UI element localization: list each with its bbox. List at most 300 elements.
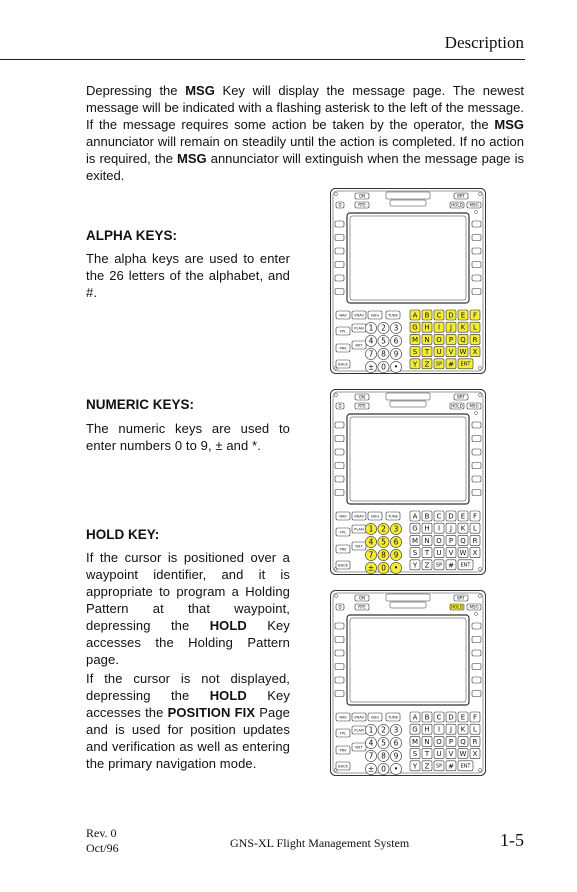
vnav-button[interactable] <box>352 311 366 319</box>
alpha-key-q[interactable] <box>458 535 468 545</box>
lsk-right-2[interactable] <box>472 235 481 241</box>
num-key-5[interactable] <box>390 536 401 547</box>
num-key-2[interactable] <box>390 523 401 534</box>
num-key-9[interactable] <box>365 361 376 372</box>
hdg-button[interactable] <box>368 512 382 520</box>
num-key-11-label: • <box>393 362 399 372</box>
alpha-key-s-label: S <box>412 348 418 357</box>
nxt-button[interactable] <box>352 743 366 751</box>
num-key-11[interactable] <box>390 562 401 573</box>
plan-button[interactable] <box>352 726 366 734</box>
lsk-left-5[interactable] <box>335 476 344 482</box>
num-key-6[interactable] <box>365 750 376 761</box>
num-key-3[interactable] <box>365 536 376 547</box>
num-key-1[interactable] <box>378 322 389 333</box>
alpha-key-r-label: R <box>472 737 478 746</box>
alpha-key-u[interactable] <box>434 347 444 357</box>
lsk-left-1[interactable] <box>335 221 344 227</box>
num-key-3[interactable] <box>365 737 376 748</box>
alpha-key-k[interactable] <box>458 322 468 332</box>
rte-button[interactable] <box>355 403 369 409</box>
plan-button-label: PLAN <box>354 728 364 733</box>
nav-button[interactable] <box>336 713 350 721</box>
nxt-button-label: NXT <box>355 544 363 549</box>
num-key-11-label: • <box>393 563 399 573</box>
hold-button-label: HOLD <box>451 403 463 409</box>
num-key-2-label: 3 <box>393 524 399 534</box>
alpha-key-n[interactable] <box>422 334 432 344</box>
num-key-4[interactable] <box>378 737 389 748</box>
hold-key-heading: HOLD KEY: <box>86 527 160 542</box>
alpha-key-x[interactable] <box>470 749 480 759</box>
num-key-7[interactable] <box>378 348 389 359</box>
alpha-key-m[interactable] <box>410 535 420 545</box>
fpl-button-label: FPL <box>339 731 347 736</box>
lsk-left-4[interactable] <box>335 463 344 469</box>
num-key-7-label: 8 <box>381 751 386 761</box>
alpha-key-j[interactable] <box>446 523 456 533</box>
lsk-left-6[interactable] <box>335 289 344 295</box>
alpha-key-k-label: K <box>460 725 466 734</box>
alpha-key-e-label: E <box>460 713 466 722</box>
alpha-key-ent[interactable] <box>458 359 473 369</box>
lsk-right-6[interactable] <box>472 490 481 496</box>
lsk-left-6[interactable] <box>335 691 344 697</box>
alpha-key-t-label: T <box>424 750 430 759</box>
plan-button[interactable] <box>352 324 366 332</box>
lsk-left-5[interactable] <box>335 275 344 281</box>
alpha-key-f[interactable] <box>470 511 480 521</box>
alpha-key-d[interactable] <box>446 511 456 521</box>
dim-button[interactable] <box>336 202 344 208</box>
alpha-key-c[interactable] <box>434 310 444 320</box>
alpha-key-x[interactable] <box>470 347 480 357</box>
lsk-left-1[interactable] <box>335 623 344 629</box>
vnav-button[interactable] <box>352 512 366 520</box>
alpha-key-hash[interactable] <box>446 560 456 570</box>
prv-button-label: PRV <box>339 547 347 552</box>
rte-button[interactable] <box>355 604 369 610</box>
alpha-key-t[interactable] <box>422 347 432 357</box>
alpha-key-z[interactable] <box>422 761 432 771</box>
vnav-button-label: VNAV <box>354 514 364 519</box>
alpha-key-a[interactable] <box>410 712 420 722</box>
alpha-key-o[interactable] <box>434 535 444 545</box>
alpha-key-b[interactable] <box>422 712 432 722</box>
alpha-key-sp-label: SP <box>435 562 443 569</box>
dim-button[interactable] <box>336 403 344 409</box>
alpha-key-e-label: E <box>460 311 466 320</box>
brt-button[interactable] <box>454 193 468 199</box>
alpha-key-j[interactable] <box>446 322 456 332</box>
num-key-0-label: 1 <box>368 323 374 333</box>
alpha-key-u-label: U <box>436 750 442 759</box>
nav-button[interactable] <box>336 311 350 319</box>
back-button[interactable] <box>336 561 350 569</box>
alpha-key-n-label: N <box>424 737 430 746</box>
on-button[interactable] <box>355 595 369 601</box>
alpha-key-d[interactable] <box>446 310 456 320</box>
hold-key-body-1: If the cursor is positioned over a waypoint identifier, and it is appropriate to program a Holding Pattern at that waypoint, depressing the HOLD Key accesses the Holding Pattern page. <box>86 550 290 667</box>
alpha-key-t[interactable] <box>422 749 432 759</box>
alpha-key-b-label: B <box>424 512 430 521</box>
alpha-key-f-label: F <box>472 713 478 722</box>
alpha-key-a-label: A <box>412 512 418 521</box>
prv-button[interactable] <box>336 746 350 754</box>
alpha-key-b-label: B <box>424 311 430 320</box>
alpha-key-k[interactable] <box>458 523 468 533</box>
alpha-key-c[interactable] <box>434 712 444 722</box>
alpha-key-v[interactable] <box>446 749 456 759</box>
alpha-key-c[interactable] <box>434 511 444 521</box>
dim-button[interactable] <box>336 604 344 610</box>
num-key-9-label: ± <box>367 764 375 774</box>
numeric-keys-heading: NUMERIC KEYS: <box>86 397 195 412</box>
alpha-keys-body: The alpha keys are used to enter the 26 letters of the alphabet, and #. <box>86 251 290 300</box>
num-key-8[interactable] <box>390 750 401 761</box>
plan-button[interactable] <box>352 525 366 533</box>
hold-button[interactable] <box>450 202 464 208</box>
alpha-key-k-label: K <box>460 524 466 533</box>
num-key-8[interactable] <box>390 549 401 560</box>
lsk-right-4[interactable] <box>472 463 481 469</box>
nav-button-label: NAV <box>339 715 347 720</box>
num-key-8[interactable] <box>390 348 401 359</box>
alpha-key-y[interactable] <box>410 761 420 771</box>
hdg-button[interactable] <box>368 311 382 319</box>
on-button[interactable] <box>355 193 369 199</box>
tune-button-label: TUNE <box>388 313 398 318</box>
alpha-key-r-label: R <box>472 536 478 545</box>
alpha-key-sp[interactable] <box>434 560 444 570</box>
num-key-5[interactable] <box>390 335 401 346</box>
alpha-key-e[interactable] <box>458 511 468 521</box>
msg-button[interactable] <box>467 202 481 208</box>
alpha-key-o-label: O <box>436 737 442 746</box>
tune-button[interactable] <box>386 512 400 520</box>
alpha-key-n-label: N <box>424 335 430 344</box>
alpha-key-q[interactable] <box>458 334 468 344</box>
lsk-left-3[interactable] <box>335 248 344 254</box>
lsk-left-4[interactable] <box>335 664 344 670</box>
lsk-left-3[interactable] <box>335 449 344 455</box>
alpha-key-sp[interactable] <box>434 761 444 771</box>
hdg-button[interactable] <box>368 713 382 721</box>
alpha-key-w[interactable] <box>458 548 468 558</box>
alpha-key-l-label: L <box>473 725 477 734</box>
alpha-key-sp[interactable] <box>434 359 444 369</box>
hold-button[interactable] <box>450 403 464 409</box>
alpha-key-hash[interactable] <box>446 761 456 771</box>
num-key-10[interactable] <box>378 361 389 372</box>
vnav-button[interactable] <box>352 713 366 721</box>
lsk-right-5[interactable] <box>472 476 481 482</box>
dim-button-label: D <box>338 604 342 610</box>
alpha-key-t[interactable] <box>422 548 432 558</box>
alpha-key-a-label: A <box>412 311 418 320</box>
alpha-key-r[interactable] <box>470 334 480 344</box>
lsk-right-3[interactable] <box>472 449 481 455</box>
back-button-label: BACK <box>338 764 348 769</box>
fpl-button[interactable] <box>336 729 350 737</box>
num-key-1[interactable] <box>378 523 389 534</box>
alpha-key-e[interactable] <box>458 310 468 320</box>
lsk-right-6[interactable] <box>472 289 481 295</box>
back-button[interactable] <box>336 762 350 770</box>
num-key-10[interactable] <box>378 763 389 774</box>
alpha-key-q-label: Q <box>460 536 466 545</box>
hold-button[interactable] <box>450 604 464 610</box>
num-key-0-label: 1 <box>368 524 374 534</box>
alpha-key-h[interactable] <box>422 724 432 734</box>
tune-button[interactable] <box>386 713 400 721</box>
lsk-right-5[interactable] <box>472 275 481 281</box>
alpha-key-sp-label: SP <box>435 763 443 770</box>
alpha-key-hash-label: # <box>448 561 454 570</box>
alpha-key-l[interactable] <box>470 322 480 332</box>
lsk-right-6[interactable] <box>472 691 481 697</box>
tune-button-label: TUNE <box>388 715 398 720</box>
num-key-3-label: 4 <box>368 537 374 547</box>
alpha-key-m[interactable] <box>410 334 420 344</box>
alpha-key-k[interactable] <box>458 724 468 734</box>
alpha-key-w[interactable] <box>458 749 468 759</box>
fpl-button[interactable] <box>336 327 350 335</box>
alpha-key-i-label: I <box>437 323 441 332</box>
num-key-10[interactable] <box>378 562 389 573</box>
alpha-key-h[interactable] <box>422 523 432 533</box>
alpha-key-n[interactable] <box>422 736 432 746</box>
hdg-button-label: HDG <box>370 715 380 720</box>
dim-button-label: D <box>338 202 342 208</box>
alpha-key-e[interactable] <box>458 712 468 722</box>
alpha-key-b[interactable] <box>422 310 432 320</box>
lsk-left-3[interactable] <box>335 650 344 656</box>
alpha-key-g[interactable] <box>410 322 420 332</box>
alpha-key-x[interactable] <box>470 548 480 558</box>
num-key-7[interactable] <box>378 549 389 560</box>
alpha-key-w-label: W <box>459 549 467 558</box>
alpha-key-s-label: S <box>412 549 418 558</box>
num-key-9-label: ± <box>367 362 375 372</box>
nxt-button[interactable] <box>352 542 366 550</box>
num-key-7-label: 8 <box>381 349 386 359</box>
alpha-key-i-label: I <box>437 524 441 533</box>
num-key-5[interactable] <box>390 737 401 748</box>
prv-button[interactable] <box>336 545 350 553</box>
lsk-right-3[interactable] <box>472 248 481 254</box>
num-key-10-label: 0 <box>381 764 386 774</box>
num-key-6-label: 7 <box>368 751 374 761</box>
num-key-5-label: 6 <box>393 336 399 346</box>
num-key-7[interactable] <box>378 750 389 761</box>
num-key-1[interactable] <box>378 724 389 735</box>
dim-button-label: D <box>338 403 342 409</box>
alpha-key-y-label: Y <box>412 360 418 369</box>
alpha-key-i[interactable] <box>434 724 444 734</box>
tune-button[interactable] <box>386 311 400 319</box>
alpha-key-y-label: Y <box>412 762 418 771</box>
alpha-key-a[interactable] <box>410 310 420 320</box>
intro-paragraph: Depressing the MSG Key will display the message page. The newest message will be indicated with a flashing asterisk to the left of the message. If the message requires some action be taken by the operator, the MSG annunciator will remain on steadily until the action is completed. If no action is required, the MSG annunciator will extinguish when the message page is exited. <box>86 83 524 183</box>
alpha-key-y[interactable] <box>410 560 420 570</box>
rte-button-label: RTE <box>358 403 366 409</box>
msg-button[interactable] <box>467 604 481 610</box>
lsk-left-5[interactable] <box>335 677 344 683</box>
lsk-left-6[interactable] <box>335 490 344 496</box>
alpha-key-t-label: T <box>424 549 430 558</box>
alpha-key-p[interactable] <box>446 736 456 746</box>
alpha-key-j-label: J <box>449 323 453 332</box>
num-key-6[interactable] <box>365 348 376 359</box>
alpha-key-z[interactable] <box>422 560 432 570</box>
lsk-right-1[interactable] <box>472 221 481 227</box>
on-button-label: ON <box>358 394 366 400</box>
num-key-8-label: 9 <box>393 349 399 359</box>
alpha-key-r[interactable] <box>470 535 480 545</box>
alpha-key-r[interactable] <box>470 736 480 746</box>
lsk-left-4[interactable] <box>335 262 344 268</box>
alpha-key-w-label: W <box>459 750 467 759</box>
alpha-key-f-label: F <box>472 311 478 320</box>
num-key-2[interactable] <box>390 322 401 333</box>
lsk-right-4[interactable] <box>472 262 481 268</box>
lsk-left-2[interactable] <box>335 436 344 442</box>
alpha-key-s[interactable] <box>410 548 420 558</box>
alpha-key-b[interactable] <box>422 511 432 521</box>
num-key-8-label: 9 <box>393 550 399 560</box>
num-key-10-label: 0 <box>381 563 386 573</box>
lsk-right-2[interactable] <box>472 637 481 643</box>
lsk-right-3[interactable] <box>472 650 481 656</box>
alpha-key-d-label: D <box>448 311 454 320</box>
lsk-right-5[interactable] <box>472 677 481 683</box>
alpha-key-u[interactable] <box>434 749 444 759</box>
back-button[interactable] <box>336 360 350 368</box>
alpha-key-l[interactable] <box>470 523 480 533</box>
nxt-button-label: NXT <box>355 745 363 750</box>
nxt-button[interactable] <box>352 341 366 349</box>
alpha-key-x-label: X <box>472 750 478 759</box>
alpha-key-d[interactable] <box>446 712 456 722</box>
alpha-key-q-label: Q <box>460 335 466 344</box>
alpha-key-v[interactable] <box>446 347 456 357</box>
alpha-key-s[interactable] <box>410 347 420 357</box>
rte-button[interactable] <box>355 202 369 208</box>
alpha-key-ent[interactable] <box>458 560 473 570</box>
alpha-key-s[interactable] <box>410 749 420 759</box>
num-key-6[interactable] <box>365 549 376 560</box>
alpha-key-t-label: T <box>424 348 430 357</box>
back-button-label: BACK <box>338 362 348 367</box>
num-key-2[interactable] <box>390 724 401 735</box>
alpha-key-x-label: X <box>472 348 478 357</box>
alpha-key-n[interactable] <box>422 535 432 545</box>
alpha-key-h[interactable] <box>422 322 432 332</box>
alpha-key-g[interactable] <box>410 523 420 533</box>
alpha-key-g[interactable] <box>410 724 420 734</box>
vnav-button-label: VNAV <box>354 313 364 318</box>
back-button-label: BACK <box>338 563 348 568</box>
alpha-key-g-label: G <box>412 524 418 533</box>
num-key-1-label: 2 <box>381 725 386 735</box>
num-key-4-label: 5 <box>381 336 386 346</box>
on-button[interactable] <box>355 394 369 400</box>
alpha-key-hash[interactable] <box>446 359 456 369</box>
alpha-key-m[interactable] <box>410 736 420 746</box>
alpha-key-v[interactable] <box>446 548 456 558</box>
brt-button[interactable] <box>454 595 468 601</box>
alpha-key-c-label: C <box>436 713 442 722</box>
alpha-key-y[interactable] <box>410 359 420 369</box>
num-key-0[interactable] <box>365 523 376 534</box>
brt-button[interactable] <box>454 394 468 400</box>
alpha-key-r-label: R <box>472 335 478 344</box>
lsk-right-4[interactable] <box>472 664 481 670</box>
alpha-key-k-label: K <box>460 323 466 332</box>
num-key-0[interactable] <box>365 322 376 333</box>
alpha-key-l[interactable] <box>470 724 480 734</box>
nav-button[interactable] <box>336 512 350 520</box>
alpha-key-i[interactable] <box>434 523 444 533</box>
num-key-5-label: 6 <box>393 738 399 748</box>
alpha-key-p[interactable] <box>446 535 456 545</box>
lsk-right-2[interactable] <box>472 436 481 442</box>
alpha-key-u[interactable] <box>434 548 444 558</box>
lsk-right-1[interactable] <box>472 422 481 428</box>
num-key-11[interactable] <box>390 763 401 774</box>
nxt-button-label: NXT <box>355 343 363 348</box>
alpha-key-q[interactable] <box>458 736 468 746</box>
num-key-3-label: 4 <box>368 738 374 748</box>
lsk-left-2[interactable] <box>335 235 344 241</box>
alpha-key-i[interactable] <box>434 322 444 332</box>
nav-button-label: NAV <box>339 514 347 519</box>
alpha-key-d-label: D <box>448 713 454 722</box>
alpha-key-l-label: L <box>473 323 477 332</box>
alpha-key-o[interactable] <box>434 736 444 746</box>
alpha-key-o[interactable] <box>434 334 444 344</box>
alpha-key-f[interactable] <box>470 712 480 722</box>
msg-button[interactable] <box>467 403 481 409</box>
num-key-4[interactable] <box>378 335 389 346</box>
display-screen <box>347 213 469 303</box>
msg-button-label: MSG <box>469 403 479 409</box>
alpha-key-j[interactable] <box>446 724 456 734</box>
footer-revision: Rev. 0 Oct/96 <box>86 826 119 855</box>
num-key-9[interactable] <box>365 562 376 573</box>
num-key-11[interactable] <box>390 361 401 372</box>
num-key-6-label: 7 <box>368 550 374 560</box>
fpl-button[interactable] <box>336 528 350 536</box>
lsk-left-2[interactable] <box>335 637 344 643</box>
alpha-key-a[interactable] <box>410 511 420 521</box>
prv-button[interactable] <box>336 344 350 352</box>
cdu-panel-alpha <box>330 188 486 374</box>
plan-button-label: PLAN <box>354 326 364 331</box>
num-key-9[interactable] <box>365 763 376 774</box>
alpha-key-ent[interactable] <box>458 761 473 771</box>
num-key-4[interactable] <box>378 536 389 547</box>
alpha-key-f[interactable] <box>470 310 480 320</box>
lsk-right-1[interactable] <box>472 623 481 629</box>
alpha-key-p[interactable] <box>446 334 456 344</box>
num-key-0[interactable] <box>365 724 376 735</box>
alpha-key-z[interactable] <box>422 359 432 369</box>
alpha-key-w[interactable] <box>458 347 468 357</box>
num-key-3[interactable] <box>365 335 376 346</box>
lsk-left-1[interactable] <box>335 422 344 428</box>
